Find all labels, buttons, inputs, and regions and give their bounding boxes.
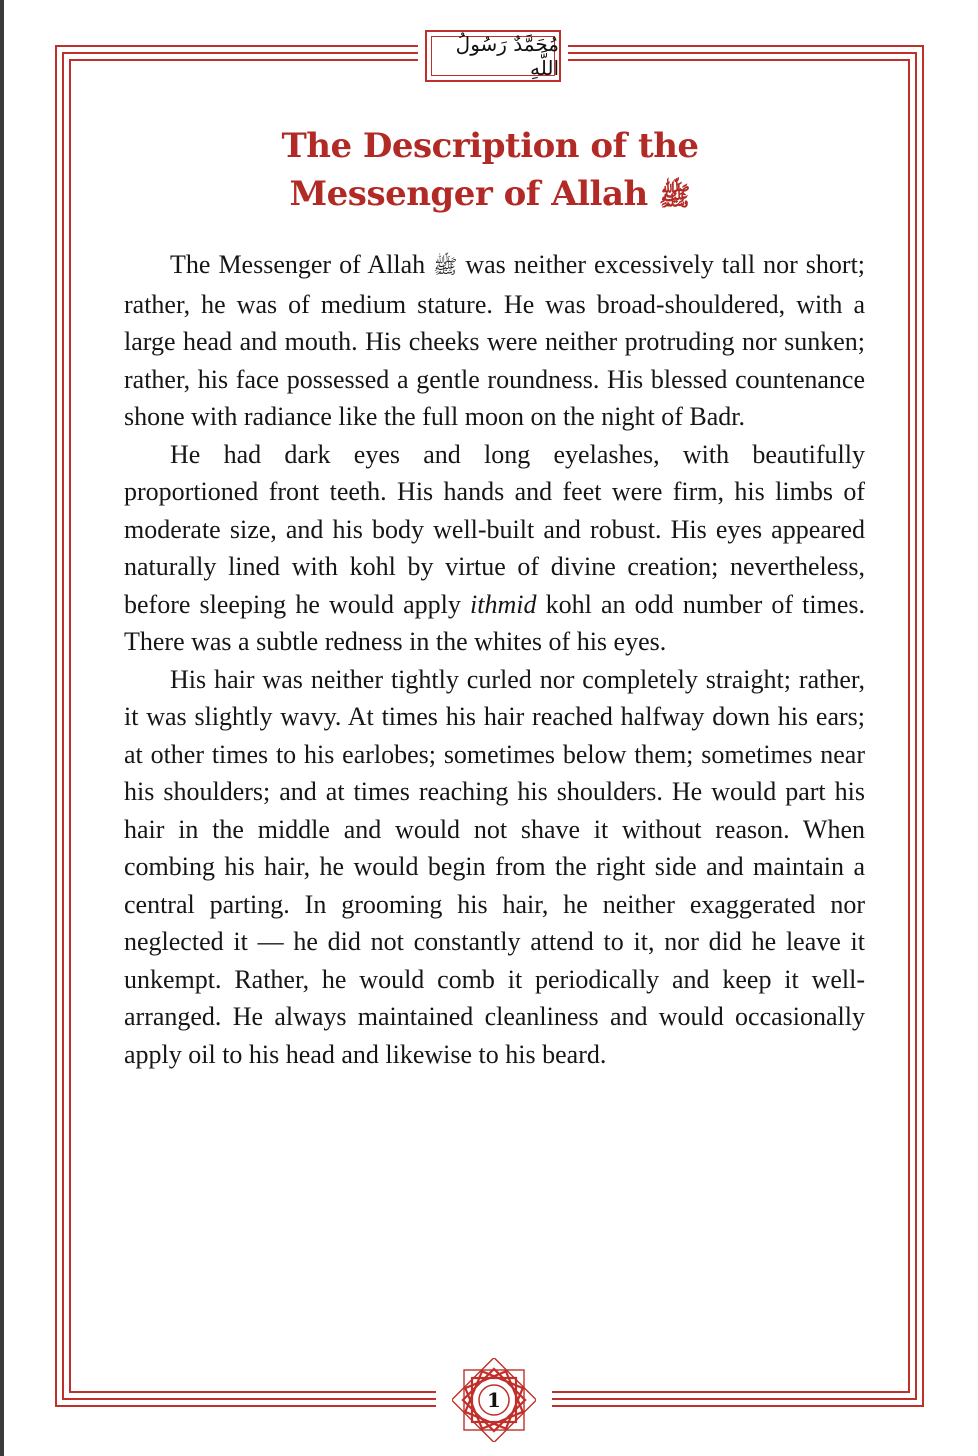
paragraph-3: His hair was neither tightly curled nor completely straight; rather, it was slightly wavy. At times his hair reached halfway down his ears; at other times to his earlobes; sometimes below them; sometimes near his shoulders; and at times reaching his shoulders. He would part his hair in the middle and would not shave it without reason. When combing his hair, he would begin from the right side and maintain a central parting. In grooming his hair, he neither exaggerated nor neglected it — he did not constantly attend to it, nor did he leave it unkempt. Rather, he would comb it periodically and keep it well-arranged. He always maintained cleanliness and would occasionally apply oil to his head and likewise to his beard.: [124, 664, 865, 1069]
header-emblem: [425, 30, 561, 82]
page-title: [120, 122, 860, 221]
page-number: 1: [487, 1388, 501, 1412]
paragraph-2: [124, 436, 865, 661]
title-line-2-text: Messenger of Allah: [289, 174, 648, 214]
paragraph-1-rest: was neither excessively tall nor short; rather, he was of medium stature. He was broad-shouldered, with a large head and mouth. His cheeks were neither protruding nor sunken; rather, his face possessed a gentle roundness. His blessed countenance shone with radiance like the full moon on the night of Badr.: [124, 250, 866, 431]
title-line-1: The Description of the: [281, 126, 699, 166]
title-line-2: [120, 170, 860, 221]
honorific-icon: ﷺ: [659, 182, 691, 212]
paragraph-1-start: The Messenger of Allah: [170, 250, 426, 279]
body-text: [124, 246, 865, 1073]
paragraph-1: [124, 246, 865, 436]
window-edge: [0, 0, 4, 1456]
italic-term: ithmid: [470, 589, 537, 619]
paragraph-2-rest: kohl an odd number of times. There was a subtle redness in the whites of his eyes.: [124, 589, 865, 656]
paragraph-2-start: He had dark eyes and long eyelashes, with beautifully proportioned front teeth. His hands and feet were firm, his limbs of moderate size, and his body well-built and robust. His eyes appeared naturally lined with kohl by virtue of divine creation; nevertheless, before sleeping he would apply: [124, 439, 865, 619]
honorific-icon: ﷺ: [433, 254, 458, 278]
arabic-emblem-text: مُحَمَّدٌ رَسُولُ اللَّهِ: [455, 32, 559, 80]
